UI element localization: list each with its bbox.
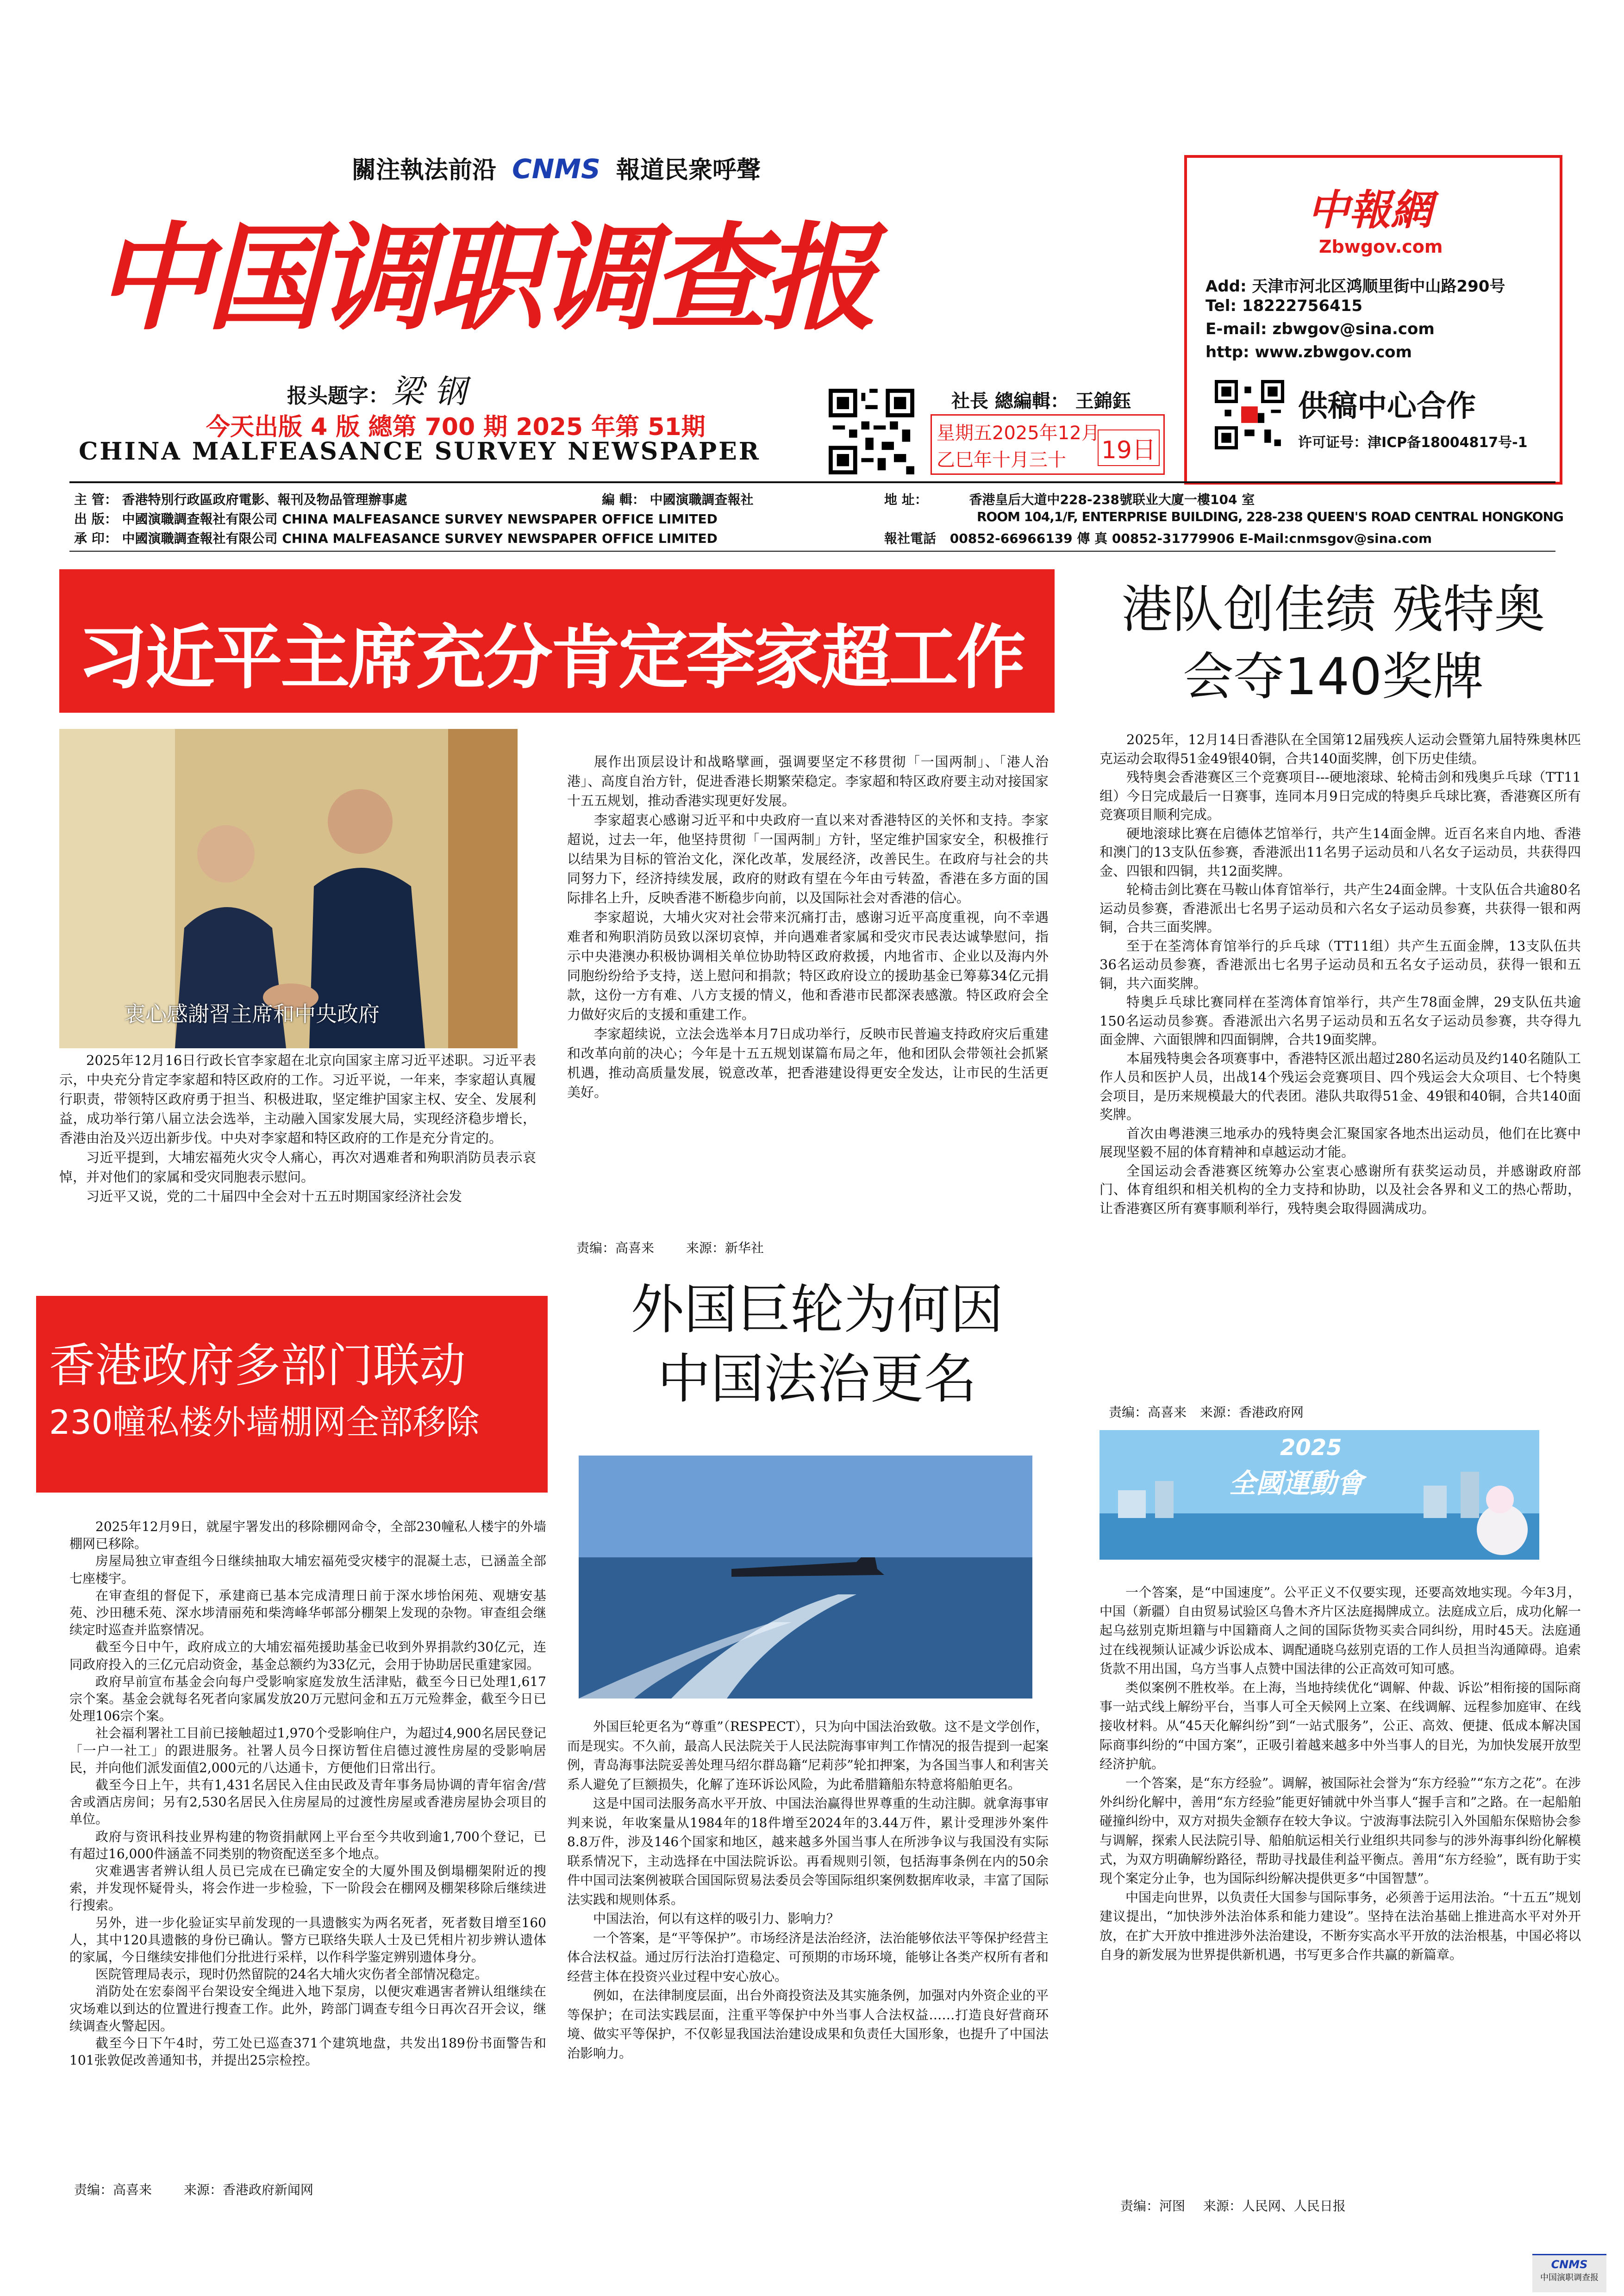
article1-headline: 习近平主席充分肯定李家超工作 — [78, 618, 1024, 698]
article4-photo — [579, 1456, 1032, 1699]
article4-paragraph: 这是中国司法服务高水平开放、中国法治赢得世界尊重的生动注脚。就拿海事审判来说，年收案量从1984年的18件增至2024年的3.44万件，累计受理涉外案件8.8万件，涉及146个国家和地区，越来越多外国当事人在所涉争议与我国没有实际联系情况下，主动选择在中国法院诉讼。再看规则引领，包括海事条例在内的50余件中国司法案例被联合国国际贸易法委员会等国际组织案例数据库收录，丰富了国际法实践和规则体系。 — [567, 1796, 1049, 1907]
article2-paragraph: 轮椅击剑比赛在马鞍山体育馆举行，共产生24面金牌。十支队伍合共逾80名运动员参赛，香港派出七名男子运动员和六名女子运动员参赛，共获得一银和两铜，合共三面奖牌。 — [1099, 882, 1581, 935]
contact-license: 许可证号：津ICP备18004817号-1 — [1298, 435, 1528, 451]
article3-paragraph: 政府早前宣布基金会向每户受影响家庭发放生活津贴，截至今日已处理1,617宗个案。基金会就每名死者向家属发放20万元慰问金和五万元殓葬金，截至今日已处理106宗个案。 — [69, 1674, 546, 1724]
inscriber-label: 报头题字： — [287, 384, 389, 408]
phone-value: 00852-66966139 傳 真 00852-31779906 E-Mail:cnmsgov@sina.com — [949, 531, 1432, 546]
article1-paragraph: 李家超说，大埔火灾对社会带来沉痛打击，感谢习近平高度重视，向不幸遇难者和殉职消防员致以深切哀悼，并向遇难者家属和受灾市民表达诚挚慰问，指示中央港澳办积极协调相关单位协助特区政府救援，内地省市、企业以及海内外同胞纷纷给予支持，送上慰问和捐款；特区政府设立的援助基金已筹募34亿元捐款，这份一方有难、八方支援的情义，他和香港市民都深表感激。特区政府会全力做好灾后的支援和重建工作。 — [567, 909, 1049, 1022]
zbw-logo: 中報網 — [1307, 186, 1432, 235]
article2-headline — [1083, 576, 1583, 710]
qr-code-masthead — [829, 389, 914, 474]
article3-paragraph: 房屋局独立审查组今日继续抽取大埔宏福苑受灾楼宇的混凝土志，已涵盖全部七座楼宇。 — [69, 1553, 546, 1586]
article3-editor: 责编：高喜来 — [74, 2182, 152, 2197]
article4-paragraph: 一个答案，是“平等保护”。市场经济是法治经济，法治能够依法平等保护经营主体合法权益。通过厉行法治打造稳定、可预期的市场环境，能够让各类产权所有者和经营主体在投资兴业过程中安心放心。 — [567, 1930, 1049, 1984]
footer-paper-name: 中国演职调查报 — [1540, 2273, 1599, 2283]
article4-paragraph: 例如，在法律制度层面，出台外商投资法及其实施条例，加强对内外资企业的平等保护；在司法实践层面，注重平等保护中外当事人合法权益……打造良好营商环境、做实平等保护，不仅彰显我国法治建设成果和负责任大国形象，也提升了中国法治影响力。 — [567, 1988, 1049, 2061]
article4-paragraph: 中国法治，何以有这样的吸引力、影响力？ — [593, 1911, 840, 1926]
article4-headline-line2: 中国法治更名 — [657, 1348, 977, 1410]
editor-name: 王錦鈺 — [1075, 391, 1131, 412]
editor-org-label: 編 輯： — [602, 492, 645, 507]
publisher-row-3-phone — [884, 529, 1432, 547]
article2-paragraph: 2025年，12月14日香港队在全国第12届残疾人运动会暨第九届特殊奥林匹克运动会取得51金49银40铜，合共140面奖牌，创下历史佳绩。 — [1099, 732, 1581, 766]
article3-paragraph: 2025年12月9日，就屋宇署发出的移除棚网命令，全部230幢私人楼宇的外墙棚网已移除。 — [69, 1519, 546, 1552]
article4-paragraph: 类似案例不胜枚举。在上海，当地持续优化“调解、仲裁、诉讼”相衔接的国际商事一站式线上解纷平台，当事人可全天候网上立案、在线调解、远程参加庭审、在线接收材料。从“45天化解纠纷”到“一站式服务”，公正、高效、便捷、低成本解决国际商事纠纷的“中国方案”，正吸引着越来越多中外当事人的目光，为加快发展开放型经济护航。 — [1099, 1680, 1581, 1772]
publisher-label: 出 版： — [74, 511, 118, 527]
article3-paragraph: 政府与资讯科技业界构建的物资捐献网上平台至今共收到逾1,700个登记，已有超过16,000件涵盖不同类别的物资配送至多个地点。 — [69, 1829, 546, 1861]
editor-org-value: 中國演職調查報社 — [650, 492, 754, 507]
date-line-weekday: 星期五2025年12月 — [937, 423, 1100, 444]
zbw-site: Zbwgov.com — [1319, 236, 1443, 257]
contact-box — [1184, 155, 1562, 485]
article2-byline — [1109, 1402, 1304, 1421]
article2-paragraph: 首次由粤港澳三地承办的残特奥会汇聚国家各地杰出运动员，他们在比赛中展现坚毅不屈的体育精神和卓越运动才能。 — [1099, 1125, 1581, 1160]
publisher-value: 中國演職調查報社有限公司 CHINA MALFEASANCE SURVEY NEWSPAPER OFFICE LIMITED — [122, 531, 718, 546]
editor-line — [951, 386, 1131, 413]
publisher-label: 主 管： — [74, 492, 118, 507]
article1-headline-banner — [59, 569, 1055, 713]
contact-tel: Tel: 18222756415 — [1206, 297, 1363, 315]
footer-logo-mark — [1532, 2254, 1606, 2292]
slogan-right: 報道民衆呼聲 — [616, 156, 761, 184]
publisher-row-3 — [74, 529, 718, 547]
article1-left-column — [59, 1051, 536, 1206]
cnms-logo-text: CNMS — [512, 153, 600, 185]
article4-paragraph: 一个答案，是“东方经验”。调解，被国际社会誉为“东方经验”“东方之花”。在涉外纠纷化解中，善用“东方经验”能更好铺就中外当事人“握手言和”之路。在一起船舶碰撞纠纷中，双方对损失金额存在较大争议。宁波海事法院引入外国船东保赔协会参与调解，探索人民法院引导、船舶航运相关行业组织共同参与的涉外海事纠纷化解模式，为双方明确解纷路径，帮助寻找最佳利益平衡点。善用“东方经验”，既有助于实现个案定分止争，也为国际纠纷解决提供更多“中国智慧”。 — [1099, 1775, 1581, 1886]
article1-paragraph: 李家超衷心感谢习近平和中央政府一直以来对香港特区的关怀和支持。李家超说，过去一年，他坚持贯彻「一国两制」方针，坚定维护国家安全，积极推行以结果为目标的管治文化，深化改革，发展经济，改善民生。在政府与社会的共同努力下，经济持续发展，政府的财政有望在今年由亏转盈，香港在多方面的国际排名上升，反映香港不断稳步向前，以及国际社会对香港的信心。 — [567, 812, 1049, 906]
article3-paragraph: 截至今日上午，共有1,431名居民入住由民政及青年事务局协调的青年宿舍/营舍或酒店房间；另有2,530名居民入住房屋局的过渡性房屋或香港房屋协会项目的单位。 — [69, 1777, 546, 1827]
article3-paragraph: 在审查组的督促下，承建商已基本完成清理日前于深水埗怡闲苑、观塘安基苑、沙田穗禾苑、深水埗清丽苑和柴湾峰华邨部分棚架上发现的杂物。审查组会继续定时巡查并监察情况。 — [69, 1587, 546, 1638]
article3-paragraph: 消防处在宏泰阁平台架设安全绳进入地下泵房，以便灾难遇害者辨认组继续在灾场难以到达的位置进行搜查工作。此外，跨部门调查专组今日再次召开会议，继续调查火警起因。 — [69, 1984, 546, 2034]
article2-paragraph: 至于在荃湾体育馆举行的乒乓球（TT11组）共产生五面金牌，13支队伍共36名运动员参赛，香港派出七名男子运动员和五名女子运动员，获得一银和五铜，共六面奖牌。 — [1099, 938, 1581, 991]
title-inscriber — [287, 366, 466, 412]
publisher-label: 承 印： — [74, 531, 118, 546]
article2-headline-line2: 会夺140奖牌 — [1183, 647, 1484, 706]
article1-paragraph: 李家超续说，立法会选举本月7日成功举行，反映市民普遍支持政府灾后重建和改革向前的决心；今年是十五五规划谋篇布局之年，他和团队会带领社会抓紧机遇，推动高质量发展，锐意改革，把香港建设得更安全发达，让市民的生活更美好。 — [567, 1026, 1049, 1100]
contact-address: Add: 天津市河北区鸿顺里街中山路290号 — [1206, 277, 1505, 296]
publisher-row-1-editor — [602, 490, 754, 508]
article3-paragraph: 截至今日下午4时，劳工处已巡查371个建筑地盘，共发出189份书面警告和101张敦促改善通知书，并提出25宗检控。 — [69, 2035, 546, 2068]
article1-paragraph: 展作出顶层设计和战略擘画，强调要坚定不移贯彻「一国两制」、「港人治港」、高度自治方针，促进香港长期繁荣稳定。李家超和特区政府要主动对接国家十五五规划，推动香港实现更好发展。 — [567, 754, 1049, 809]
article2-paragraph: 特奥乒乓球比赛同样在荃湾体育馆举行，共产生78面金牌，29支队伍共逾150名运动员参赛。香港派出六名男子运动员和五名女子运动员参赛，共夺得九面金牌、六面银牌和四面铜牌，合共19面奖牌。 — [1099, 994, 1581, 1047]
publisher-row-2 — [74, 509, 718, 528]
inscriber-signature: 梁 钢 — [391, 373, 467, 411]
article4-paragraph: 外国巨轮更名为“尊重”（RESPECT），只为向中国法治致敬。这不是文学创作，而是现实。不久前，最高人民法院关于人民法院海事审判工作情况的报告提到一起案例，青岛海事法院妥善处理马绍尔群岛籍“尼莉莎”轮扣押案，为各国当事人和利害关系人避免了巨额损失，化解了连环诉讼风险，为此希腊籍船东特意将船舶更名。 — [567, 1719, 1049, 1792]
article1-paragraph: 习近平提到，大埔宏福苑火灾令人痛心，再次对遇难者和殉职消防员表示哀悼，并对他们的家属和受灾同胞表示慰问。 — [59, 1150, 536, 1185]
article1-photo — [59, 729, 518, 1048]
article1-byline — [576, 1238, 764, 1257]
address-label: 地 址： — [884, 492, 928, 507]
article3-source: 来源：香港政府新闻网 — [183, 2182, 313, 2197]
article2-paragraph: 硬地滚球比赛在启德体艺馆举行，共产生14面金牌。近百名来自内地、香港和澳门的13支队伍参赛，香港派出11名男子运动员和八名女子运动员，共获得四金、四银和四铜，共12面奖牌。 — [1099, 825, 1581, 879]
masthead-slogan — [352, 150, 761, 185]
publisher-value: 中國演職調查報社有限公司 CHINA MALFEASANCE SURVEY NEWSPAPER OFFICE LIMITED — [122, 511, 718, 527]
issue-info: 今天出版 4 版 總第 700 期 2025 年第 51期 — [206, 413, 706, 441]
article4-right-column — [1099, 1583, 1581, 1964]
publisher-divider — [69, 551, 1555, 552]
date-line-lunar: 乙巳年十月三十 — [937, 449, 1066, 471]
article1-source: 来源：新华社 — [686, 1240, 764, 1256]
article3-paragraph: 医院管理局表示，现时仍然留院的24名大埔火灾伤者全部情况稳定。 — [95, 1966, 488, 1982]
article4-paragraph: 中国走向世界，以负责任大国参与国际事务，必须善于运用法治。“十五五”规划建议提出，“加快涉外法治体系和能力建设”。坚持在法治基础上推进高水平对外开放，在扩大开放中推进涉外法治建设，不断夯实高水平开放的法治根基，中国必将以自身的新发展为世界提供新机遇，书写更多合作共赢的新篇章。 — [1099, 1890, 1581, 1962]
article3-headline-line2: 230幢私楼外墙棚网全部移除 — [49, 1403, 480, 1442]
article4-editor: 责编：河图 — [1120, 2198, 1186, 2214]
article1-paragraph: 习近平又说，党的二十届四中全会对十五五时期国家经济社会发 — [86, 1188, 462, 1204]
article3-paragraph: 另外，进一步化验证实早前发现的一具遗骸实为两名死者，死者数目增至160人，其中120具遗骸的身份已确认。警方已联络失联人士及已凭相片初步辨认遗体的家属，今日继续安排他们分批进行采样，以作科学鉴定辨别遗体身分。 — [69, 1915, 546, 1965]
article4-source: 来源：人民网、人民日报 — [1203, 2198, 1346, 2214]
masthead-divider — [69, 481, 1555, 483]
masthead-title: 中国调职调查报 — [95, 210, 873, 346]
article4-paragraph: 一个答案，是“中国速度”。公平正义不仅要实现，还要高效地实现。今年3月，中国（新疆）自由贸易试验区乌鲁木齐片区法庭揭牌成立。法庭成立后，成功化解一起乌兹别克斯坦籍与中国籍商人之间的国际货物买卖合同纠纷，用时45天。法庭通过在线视频认证减少诉讼成本、调配通晓乌兹别克语的工作人员担当沟通障碍。追索货款不用出国，乌方当事人点赞中国法律的公正高效可知可感。 — [1099, 1585, 1581, 1676]
contact-email[interactable]: E-mail: zbwgov@sina.com — [1206, 320, 1435, 338]
article3-paragraph: 社会福利署社工目前已接触超过1,970个受影响住户，为超过4,900名居民登记「一户一社工」的跟进服务。社署人员今日探访暂住启德过渡性房屋的受影响居民，并向他们派发面值2,000元的八达通卡，方便他们日常出行。 — [69, 1725, 546, 1775]
footer-logo-text: CNMS — [1551, 2258, 1588, 2271]
qr-code-contact — [1215, 380, 1284, 449]
article4-left-column — [567, 1717, 1049, 2063]
date-day: 19日 — [1098, 429, 1160, 466]
article2-editor: 责编：高喜来 — [1109, 1405, 1187, 1420]
article3-headline-banner — [36, 1296, 548, 1493]
article2-paragraph: 本届残特奥会各项赛事中，香港特区派出超过280名运动员及约140名随队工作人员和医护人员，出战14个残运会竞赛项目、四个残运会大众项目、七个特奥会项目，是历来规模最大的代表团。港队共取得51金、49银和40铜，合共140面奖牌。 — [1099, 1050, 1581, 1122]
article2-paragraph: 全国运动会香港赛区统筹办公室衷心感谢所有获奖运动员，并感谢政府部门、体育组织和相关机构的全力支持和协助，以及社会各界和义工的热心帮助，让香港赛区所有赛事顺利举行，残特奥会取得圆满成功。 — [1099, 1163, 1581, 1216]
contact-website[interactable]: http: www.zbwgov.com — [1206, 343, 1412, 361]
article2-headline-line1: 港队创佳绩 残特奥 — [1121, 580, 1545, 639]
article1-paragraph: 2025年12月16日行政长官李家超在北京向国家主席习近平述职。习近平表示，中央充分肯定李家超和特区政府的工作。习近平说，一年来，李家超认真履行职责，带领特区政府勇于担当、积极进取，坚定维护国家主权、安全、发展利益，成功举行第八届立法会选举，主动融入国家发展大局，实现经济稳步增长，香港由治及兴迈出新步伐。中央对李家超和特区政府的工作是充分肯定的。 — [59, 1052, 536, 1146]
article2-photo-title: 全國運動會 — [1229, 1468, 1364, 1499]
phone-label: 報社電話 — [884, 531, 937, 546]
address-value: 香港皇后大道中228-238號联业大廈一樓104 室 — [969, 492, 1255, 507]
article3-byline — [74, 2180, 313, 2198]
article4-headline — [567, 1275, 1067, 1414]
article4-byline — [1120, 2196, 1346, 2215]
publisher-row-1-address — [884, 490, 1255, 508]
article1-right-column — [567, 752, 1049, 1102]
editor-label: 社長 總編輯： — [951, 391, 1069, 412]
article3-body — [69, 1518, 546, 2069]
contact-center-label: 供稿中心合作 — [1298, 389, 1476, 423]
article2-photo-year: 2025 — [1280, 1435, 1342, 1461]
article4-headline-line1: 外国巨轮为何因 — [631, 1279, 1004, 1341]
article2-paragraph: 残特奥会香港赛区三个竞赛项目---硬地滚球、轮椅击剑和残奥乒乓球（TT11组）今日完成最后一日赛事，连同本月9日完成的特奥乒乓球比赛，香港赛区所有竞赛项目顺利完成。 — [1099, 769, 1581, 822]
publisher-value: 香港特別行政區政府電影、報刊及物品管理辦事處 — [122, 492, 407, 507]
article1-editor: 责编：高喜来 — [576, 1240, 655, 1256]
article3-headline-line1: 香港政府多部门联动 — [49, 1338, 466, 1393]
article2-body — [1099, 730, 1581, 1218]
slogan-left: 關注執法前沿 — [352, 156, 497, 184]
publisher-row-2-address: ROOM 104,1/F, ENTERPRISE BUILDING, 228-238 QUEEN'S ROAD CENTRAL HONGKONG — [977, 509, 1563, 524]
article1-photo-caption: 衷心感謝習主席和中央政府 — [124, 1002, 380, 1027]
publisher-row-1 — [74, 490, 407, 508]
date-box — [931, 414, 1165, 475]
article2-photo — [1099, 1430, 1539, 1560]
english-name: CHINA MALFEASANCE SURVEY NEWSPAPER — [79, 437, 761, 466]
article3-paragraph: 截至今日中午，政府成立的大埔宏福苑援助基金已收到外界捐款约30亿元，连同政府投入的三亿元启动资金，基金总额约为33亿元，会用于协助居民重建家园。 — [69, 1639, 546, 1672]
article2-source: 来源：香港政府网 — [1199, 1405, 1304, 1420]
article3-paragraph: 灾难遇害者辨认组人员已完成在已确定安全的大厦外围及倒塌棚架附近的搜索，并发现怀疑骨头，将会作进一步检验，下一阶段会在棚网及棚架移除后继续进行搜索。 — [69, 1863, 546, 1913]
